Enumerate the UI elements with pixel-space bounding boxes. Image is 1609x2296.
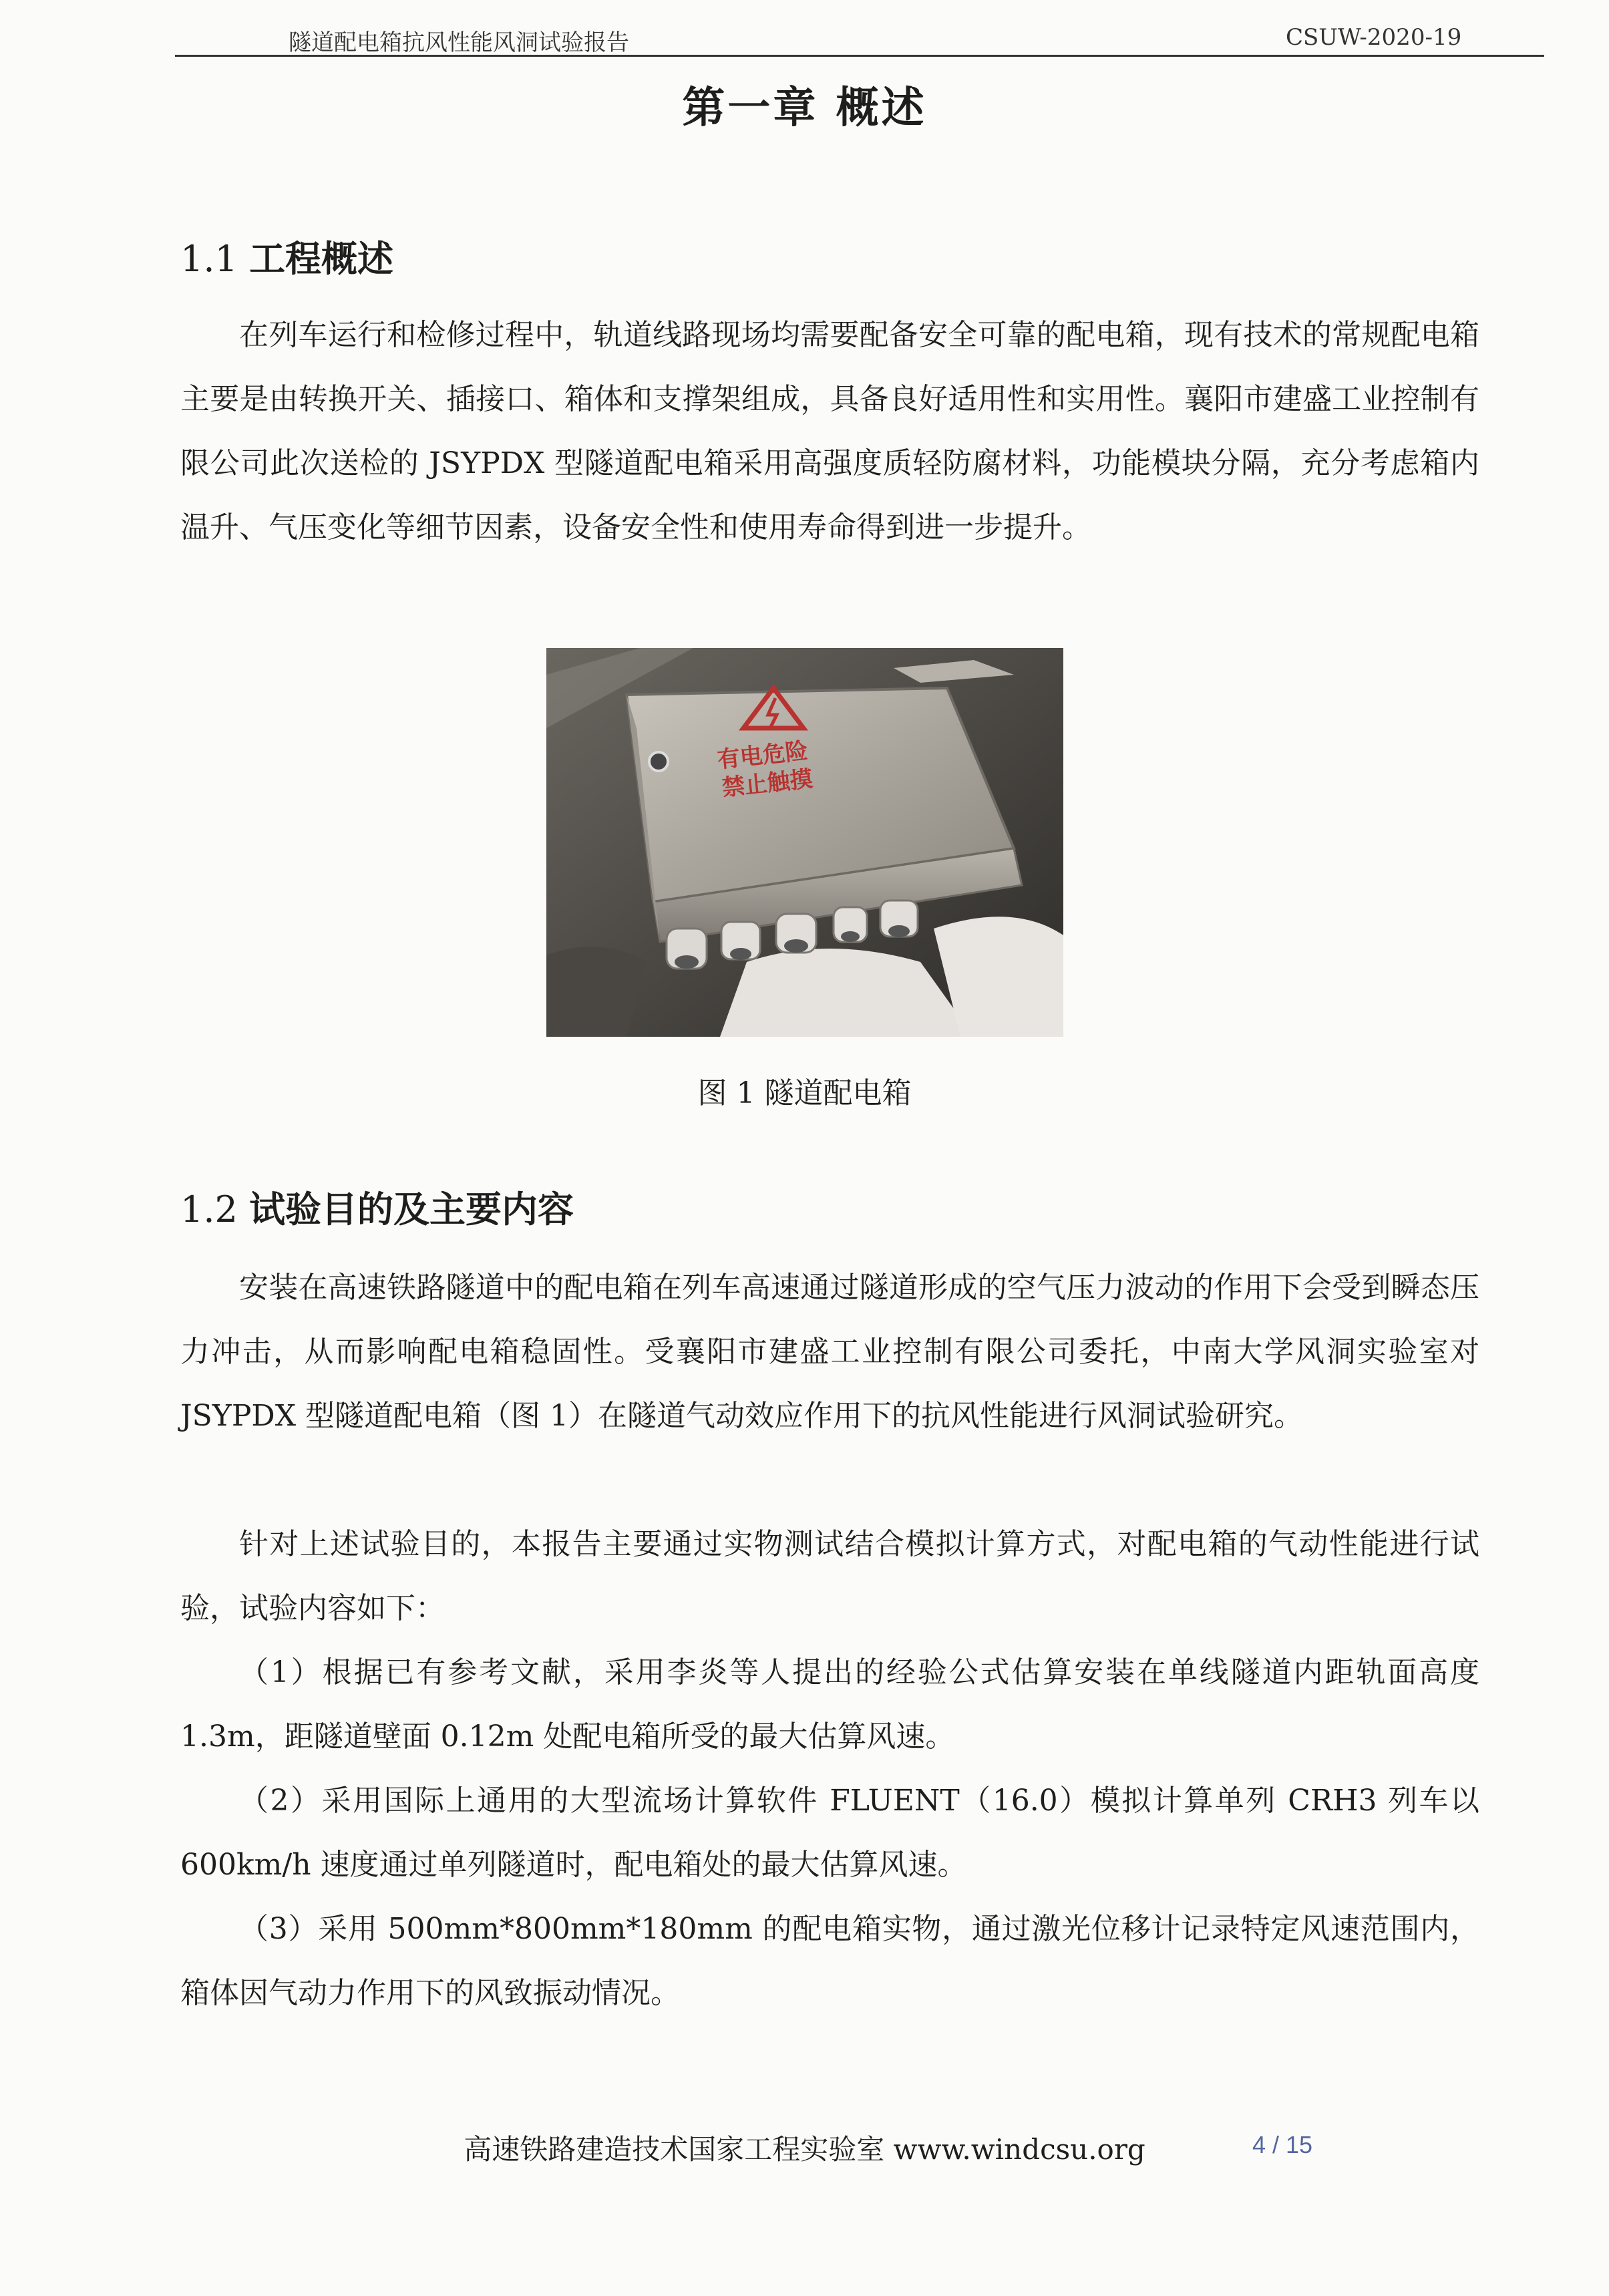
project-overview-paragraph: 在列车运行和检修过程中，轨道线路现场均需要配备安全可靠的配电箱，现有技术的常规配电箱主要是由转换开关、插接口、箱体和支撑架组成，具备良好适用性和实用性。襄阳市建盛工业控制有限公司此次送检的 JSYPDX 型隧道配电箱采用高强度质轻防腐材料，功能模块分隔，充分考虑箱内温升、气压变化等细节因素，设备安全性和使用寿命得到进一步提升。 — [180, 318, 1479, 544]
test-purpose-paragraph: 安装在高速铁路隧道中的配电箱在列车高速通过隧道形成的空气压力波动的作用下会受到瞬态压力冲击，从而影响配电箱稳固性。受襄阳市建盛工业控制有限公司委托，中南大学风洞实验室对 JSYPDX 型隧道配电箱（图 1）在隧道气动效应作用下的抗风性能进行风洞试验研究。 — [180, 1271, 1479, 1433]
test-item-2: （2）采用国际上通用的大型流场计算软件 FLUENT（16.0）模拟计算单列 CRH3 列车以 600km/h 速度通过单列隧道时，配电箱处的最大估算风速。 — [180, 1784, 1479, 1882]
running-header-title: 隧道配电箱抗风性能风洞试验报告 — [289, 29, 629, 56]
figure-1-photo — [546, 648, 1063, 1037]
test-method-paragraph: 针对上述试验目的，本报告主要通过实物测试结合模拟计算方式，对配电箱的气动性能进行试验，试验内容如下： — [180, 1527, 1479, 1625]
section-title: 工程概述 — [249, 237, 394, 280]
test-item-1: （1）根据已有参考文献，采用李炎等人提出的经验公式估算安装在单线隧道内距轨面高度 1.3m，距隧道壁面 0.12m 处配电箱所受的最大估算风速。 — [180, 1655, 1479, 1754]
section-heading-1-2 — [180, 1181, 574, 1233]
running-header-doc-code: CSUW-2020-19 — [1286, 24, 1462, 51]
warning-sign-line-1: 有电危险 — [716, 737, 810, 774]
header-divider — [175, 55, 1544, 57]
chapter-title: 第一章 概述 — [682, 83, 927, 133]
page-number: 4 / 15 — [1252, 2131, 1313, 2158]
distribution-box-illustration — [546, 648, 1063, 1037]
section-title: 试验目的及主要内容 — [249, 1188, 574, 1231]
section-number: 1.2 — [180, 1188, 238, 1231]
section-number: 1.1 — [180, 238, 238, 280]
test-item-3: （3）采用 500mm*800mm*180mm 的配电箱实物，通过激光位移计记录特定风速范围内，箱体因气动力作用下的风致振动情况。 — [180, 1912, 1479, 2010]
figure-1-caption: 图 1 隧道配电箱 — [697, 1076, 912, 1110]
footer-lab-name: 高速铁路建造技术国家工程实验室 www.windcsu.org — [464, 2133, 1145, 2166]
warning-sign-line-2: 禁止触摸 — [721, 766, 814, 802]
section-heading-1-1 — [180, 230, 393, 282]
